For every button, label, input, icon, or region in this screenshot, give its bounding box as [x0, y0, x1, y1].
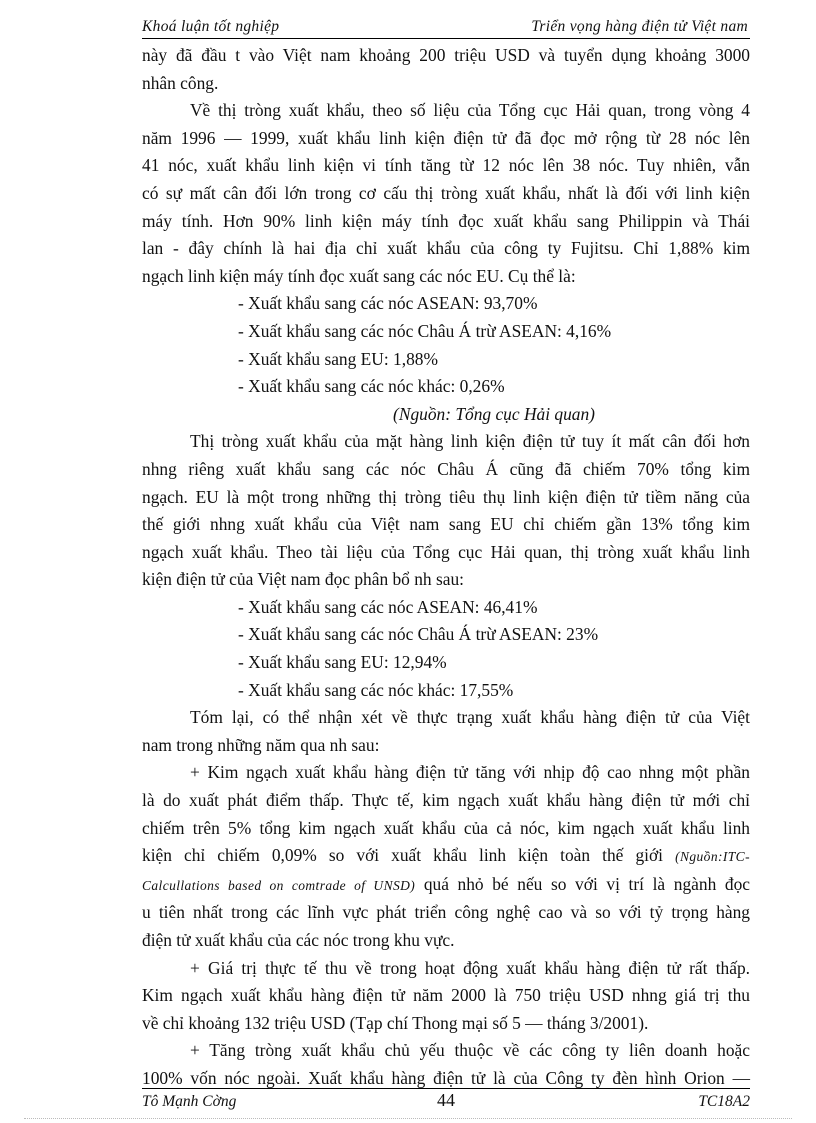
text-line: nam trong những năm qua nh sau:: [142, 734, 380, 755]
list-item: - Xuất khẩu sang EU: 1,88%: [238, 348, 438, 369]
text-line: năm 1996 — 1999, xuất khẩu linh kiện điện tử đã đọc mở rộng từ 28 nóc lên: [142, 127, 750, 148]
text-line: ngạch xuất khẩu. Theo tài liệu của Tổng cục Hải quan, thị tròng xuất khẩu linh: [142, 541, 750, 562]
text-line: này đã đầu t vào Việt nam khoảng 200 triệu USD và tuyển dụng khoảng 3000: [142, 45, 750, 65]
body-text: [142, 42, 750, 1093]
export-share-list-2: [142, 594, 750, 704]
text-line: chiếm trên 5% tổng kim ngạch xuất khẩu của cả nóc, kim ngạch xuất khẩu linh: [142, 817, 750, 838]
text-line: về chỉ khoảng 132 triệu USD (Tạp chí Thong mại số 5 — tháng 3/2001).: [142, 1012, 649, 1033]
text-line: điện tử xuất khẩu của các nóc trong khu vực.: [142, 930, 455, 950]
export-share-list-1: [142, 290, 750, 400]
text-line: máy tính. Hơn 90% linh kiện máy tính đọc xuất khẩu sang Philippin và Thái: [142, 210, 750, 231]
text-line: 41 nóc, xuất khẩu linh kiện vi tính tăng từ 12 nóc lên 38 nóc. Tuy nhiên, vẫn: [142, 155, 750, 176]
text-line: Kim ngạch xuất khẩu hàng điện tử năm 2000 là 750 triệu USD nhng giá trị thu: [142, 985, 750, 1006]
text-line: ngạch. EU là một trong những thị tròng tiêu thụ linh kiện điện tử tiềm năng của: [142, 486, 750, 507]
paragraph-7: [142, 1037, 750, 1092]
text-line: nhng riêng xuất khẩu sang các nóc Châu Á cũng đã chiếm 70% tổng kim: [142, 458, 750, 479]
source-note: (Nguồn: Tổng cục Hải quan): [393, 403, 595, 424]
text-line: lan - đây chính là hai địa chỉ xuất khẩu của công ty Fujitsu. Chỉ 1,88% kim: [142, 238, 750, 259]
paragraph-1: [142, 42, 750, 97]
list-item: - Xuất khẩu sang các nóc khác: 17,55%: [238, 679, 514, 700]
text-line: Thị tròng xuất khẩu của mặt hàng linh kiện điện tử tuy ít mất cân đối hơn: [190, 431, 750, 452]
text-line: [142, 842, 750, 871]
page-number: 44: [437, 1090, 455, 1110]
page-footer: [142, 1090, 750, 1116]
paragraph-4: [142, 704, 750, 759]
text-line: Tóm lại, có thể nhận xét về thực trạng xuất khẩu hàng điện tử của Việt: [190, 707, 750, 728]
text-line: u tiên nhất trong các lĩnh vực phát triển công nghệ cao và so với tỷ trọng hàng: [142, 902, 750, 923]
header-topic-title: Triển vọng hàng điện tử Việt nam: [531, 18, 748, 35]
header-thesis-title: Khoá luận tốt nghiệp: [142, 18, 280, 35]
text-line: thế giới nhng xuất khẩu của Việt nam sang EU chỉ chiếm gần 13% tổng kim: [142, 514, 750, 535]
page-header: [142, 15, 748, 39]
paragraph-6: [142, 955, 750, 1038]
text-line: kiện điện tử của Việt nam đọc phân bổ nh sau:: [142, 569, 464, 590]
list-item: - Xuất khẩu sang các nóc khác: 0,26%: [238, 376, 505, 397]
list-item: - Xuất khẩu sang các nóc Châu Á trừ ASEAN: 23%: [238, 624, 599, 645]
footer-rule: [142, 1088, 750, 1089]
list-item: - Xuất khẩu sang các nóc ASEAN: 46,41%: [238, 596, 538, 617]
text-line: 100% vốn nóc ngoài. Xuất khẩu hàng điện tử là của Công ty đèn hình Orion —: [142, 1067, 750, 1088]
text-line: + Kim ngạch xuất khẩu hàng điện tử tăng với nhịp độ cao nhng một phần: [190, 762, 750, 783]
text-line: + Tăng tròng xuất khẩu chủ yếu thuộc về các công ty liên doanh hoặc: [190, 1040, 750, 1061]
paragraph-5: [142, 759, 750, 954]
header-rule: [142, 38, 750, 39]
list-item: - Xuất khẩu sang EU: 12,94%: [238, 652, 447, 673]
text-line: có sự mất cân đối lớn trong cơ cấu thị tròng xuất khẩu, nhất là đối với linh kiện: [142, 182, 750, 203]
footer-author: Tô Mạnh Cờng: [142, 1093, 237, 1110]
paragraph-3: [142, 428, 750, 594]
citation: Calcullations based on comtrade of UNSD): [142, 877, 416, 893]
text-run: quá nhỏ bé nếu so với vị trí là ngành đọc: [423, 873, 750, 894]
text-line: ngạch linh kiện máy tính đọc xuất sang các nóc EU. Cụ thể là:: [142, 265, 576, 286]
text-line: nhân công.: [142, 72, 219, 93]
footer-class-code: TC18A2: [698, 1093, 750, 1110]
text-line: [142, 871, 750, 900]
text-line: là do xuất phát điểm thấp. Thực tế, kim ngạch xuất khẩu hàng điện tử mới chỉ: [142, 790, 750, 811]
text-line: Về thị tròng xuất khẩu, theo số liệu của Tổng cục Hải quan, trong vòng 4: [190, 100, 750, 121]
text-run: kiện chỉ chiếm 0,09% so với xuất khẩu linh kiện toàn thế giới: [142, 845, 664, 866]
page-edge-dots: [24, 1118, 792, 1119]
text-line: + Giá trị thực tế thu về trong hoạt động xuất khẩu hàng điện tử rất thấp.: [190, 957, 750, 978]
paragraph-2: [142, 97, 750, 290]
citation: (Nguồn:ITC-: [675, 849, 750, 865]
list-item: - Xuất khẩu sang các nóc Châu Á trừ ASEAN: 4,16%: [238, 320, 612, 341]
list-item: - Xuất khẩu sang các nóc ASEAN: 93,70%: [238, 293, 538, 314]
